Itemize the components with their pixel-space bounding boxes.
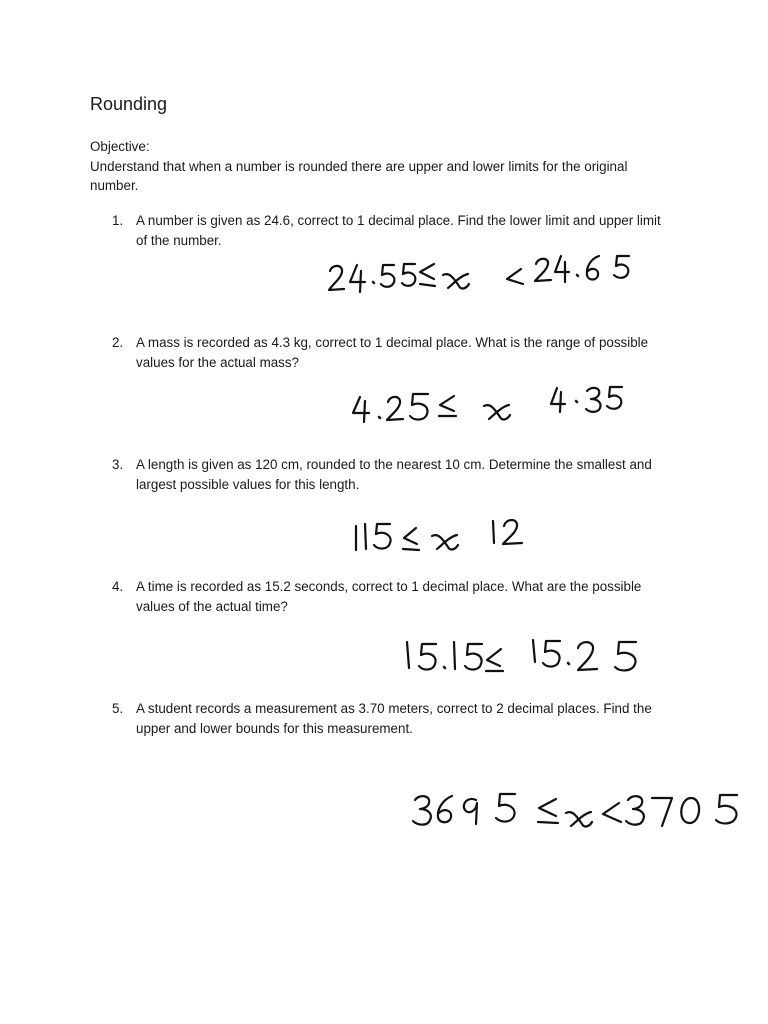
question-1 <box>112 211 672 250</box>
question-text: A length is given as 120 cm, rounded to the nearest 10 cm. Determine the smallest and largest possible values for this length. <box>136 457 652 492</box>
question-number: 3. <box>112 457 124 472</box>
question-number: 4. <box>112 579 124 594</box>
objective-label: Objective: <box>90 139 150 154</box>
handwritten-answer-3 <box>346 512 536 556</box>
page-title: Rounding <box>90 94 168 114</box>
handwritten-answer-4 <box>400 632 644 680</box>
handwritten-answer-1 <box>322 248 642 296</box>
question-text: A mass is recorded as 4.3 kg, correct to 1 decimal place. What is the range of possible values for the actual mass? <box>136 335 649 370</box>
question-text: A student records a measurement as 3.70 meters, correct to 2 decimal places. Find the upper and lower bounds for this measurement. <box>136 701 652 736</box>
handwritten-answer-2 <box>346 380 630 428</box>
question-number: 5. <box>112 701 124 716</box>
question-5 <box>112 699 672 738</box>
question-text: A time is recorded as 15.2 seconds, correct to 1 decimal place. What are the possible values of the actual time? <box>136 579 642 614</box>
question-3 <box>112 455 672 494</box>
objective-text: Understand that when a number is rounded there are upper and lower limits for the original number. <box>90 158 628 193</box>
objective-section <box>90 137 670 196</box>
handwritten-answer-5 <box>406 786 746 834</box>
question-4 <box>112 577 672 616</box>
question-number: 1. <box>112 213 124 228</box>
question-text: A number is given as 24.6, correct to 1 decimal place. Find the lower limit and upper limit of the number. <box>136 213 661 248</box>
question-number: 2. <box>112 335 124 350</box>
question-2 <box>112 333 672 372</box>
